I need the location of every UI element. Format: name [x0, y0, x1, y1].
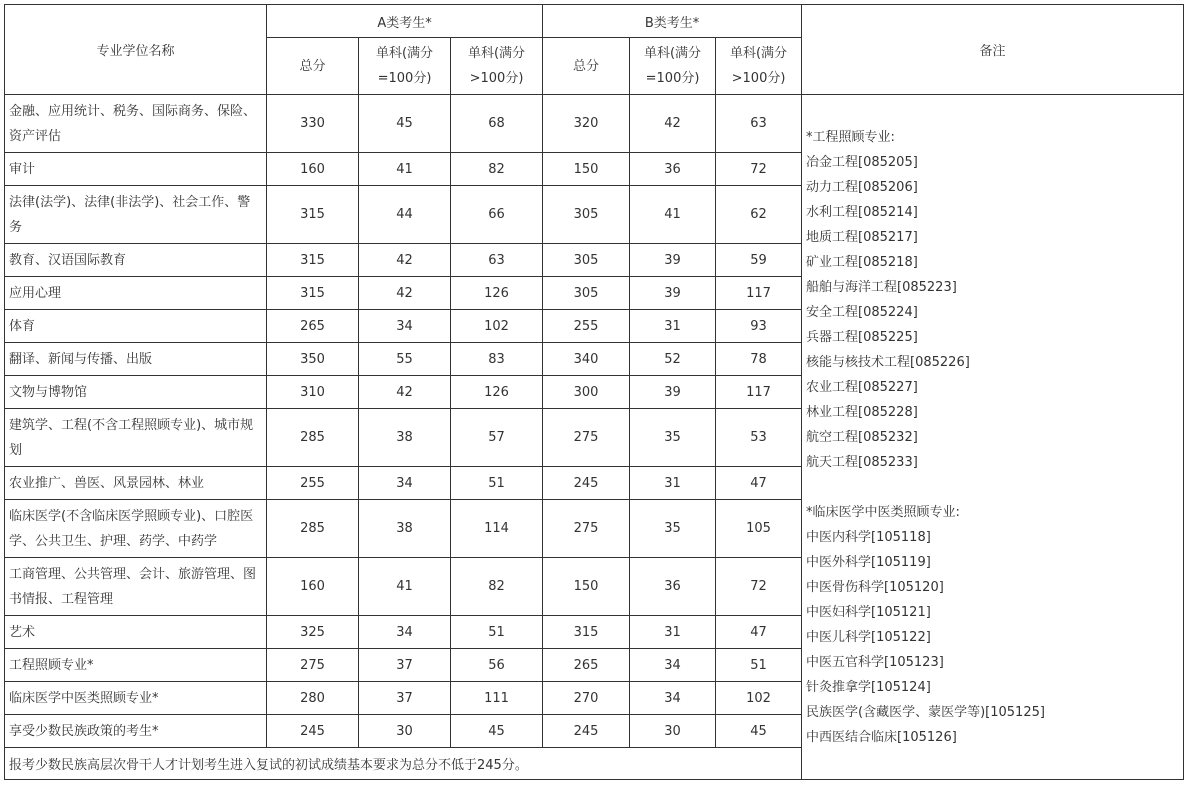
major-name-cell: 享受少数民族政策的考生* [5, 715, 267, 748]
header-remark: 备注 [802, 5, 1184, 95]
score-cell-b-total: 255 [543, 310, 630, 343]
remark-list-item: 水利工程[085214] [806, 204, 918, 220]
score-cell-b-total: 245 [543, 715, 630, 748]
major-name-cell: 艺术 [5, 616, 267, 649]
score-cell-b-s100: 34 [630, 649, 716, 682]
remark-list-item: 核能与核技术工程[085226] [806, 354, 970, 370]
score-cell-a-sgt100: 68 [451, 95, 543, 153]
score-cell-a-total: 245 [267, 715, 359, 748]
score-cell-b-s100: 36 [630, 558, 716, 616]
major-name-cell: 工商管理、公共管理、会计、旅游管理、图书情报、工程管理 [5, 558, 267, 616]
score-cell-a-s100: 34 [359, 616, 451, 649]
score-cell-b-total: 305 [543, 277, 630, 310]
remark-tcm-title: *临床医学中医类照顾专业: [806, 504, 960, 520]
score-cell-a-sgt100: 114 [451, 500, 543, 558]
major-name-cell: 农业推广、兽医、风景园林、林业 [5, 467, 267, 500]
score-cell-b-sgt100: 59 [716, 244, 802, 277]
score-cell-b-total: 300 [543, 376, 630, 409]
header-a-single-gt100: 单科(满分>100分) [451, 38, 543, 95]
score-cell-b-total: 275 [543, 409, 630, 467]
major-name-cell: 金融、应用统计、税务、国际商务、保险、资产评估 [5, 95, 267, 153]
header-group-b: B类考生* [543, 5, 802, 38]
major-name-cell: 应用心理 [5, 277, 267, 310]
score-cell-b-sgt100: 47 [716, 467, 802, 500]
remark-list-item: 针灸推拿学[105124] [806, 679, 931, 695]
score-cell-a-total: 310 [267, 376, 359, 409]
score-cell-b-total: 245 [543, 467, 630, 500]
score-cell-a-sgt100: 56 [451, 649, 543, 682]
header-b-total: 总分 [543, 38, 630, 95]
score-cell-a-total: 315 [267, 244, 359, 277]
remark-list-item: 中医妇科学[105121] [806, 604, 931, 620]
remark-list-item: 航天工程[085233] [806, 454, 918, 470]
score-cell-b-s100: 39 [630, 244, 716, 277]
header-b-single-100: 单科(满分=100分) [630, 38, 716, 95]
table-row [5, 95, 1184, 153]
score-cell-b-s100: 42 [630, 95, 716, 153]
score-cell-a-s100: 42 [359, 277, 451, 310]
score-cell-b-s100: 31 [630, 310, 716, 343]
score-cell-b-sgt100: 51 [716, 649, 802, 682]
major-name-cell: 教育、汉语国际教育 [5, 244, 267, 277]
score-cell-b-sgt100: 47 [716, 616, 802, 649]
score-cell-b-total: 150 [543, 153, 630, 186]
remark-list-item: 中医儿科学[105122] [806, 629, 931, 645]
score-cell-b-total: 305 [543, 244, 630, 277]
score-cell-a-s100: 38 [359, 409, 451, 467]
header-major-name: 专业学位名称 [5, 5, 267, 95]
score-cell-a-sgt100: 111 [451, 682, 543, 715]
score-cell-a-sgt100: 45 [451, 715, 543, 748]
footer-note: 报考少数民族高层次骨干人才计划考生进入复试的初试成绩基本要求为总分不低于245分。 [5, 748, 802, 780]
remark-list-item: 冶金工程[085205] [806, 154, 918, 170]
score-cell-a-sgt100: 126 [451, 376, 543, 409]
remarks-cell [802, 95, 1184, 780]
score-cell-b-s100: 30 [630, 715, 716, 748]
major-name-cell: 临床医学(不含临床医学照顾专业)、口腔医学、公共卫生、护理、药学、中药学 [5, 500, 267, 558]
score-cell-a-total: 280 [267, 682, 359, 715]
major-name-cell: 翻译、新闻与传播、出版 [5, 343, 267, 376]
score-cell-b-sgt100: 45 [716, 715, 802, 748]
major-name-cell: 建筑学、工程(不含工程照顾专业)、城市规划 [5, 409, 267, 467]
header-a-single-100: 单科(满分=100分) [359, 38, 451, 95]
score-cell-a-total: 285 [267, 409, 359, 467]
score-cell-b-sgt100: 78 [716, 343, 802, 376]
score-cell-a-total: 325 [267, 616, 359, 649]
remark-list-item: 地质工程[085217] [806, 229, 918, 245]
major-name-cell: 体育 [5, 310, 267, 343]
score-requirements-table [4, 4, 1184, 780]
score-cell-b-sgt100: 105 [716, 500, 802, 558]
remark-list-item: 民族医学(含藏医学、蒙医学等)[105125] [806, 704, 1045, 720]
remark-list-item: 动力工程[085206] [806, 179, 918, 195]
score-cell-a-sgt100: 102 [451, 310, 543, 343]
remark-engineering-title: *工程照顾专业: [806, 129, 895, 145]
score-cell-b-s100: 39 [630, 277, 716, 310]
major-name-cell: 工程照顾专业* [5, 649, 267, 682]
major-name-cell: 文物与博物馆 [5, 376, 267, 409]
score-cell-a-s100: 42 [359, 244, 451, 277]
score-cell-b-s100: 35 [630, 500, 716, 558]
remark-list-item: 兵器工程[085225] [806, 329, 918, 345]
score-cell-a-sgt100: 51 [451, 467, 543, 500]
remark-list-item: 林业工程[085228] [806, 404, 918, 420]
remark-list-item: 矿业工程[085218] [806, 254, 918, 270]
header-a-total: 总分 [267, 38, 359, 95]
score-cell-b-sgt100: 102 [716, 682, 802, 715]
score-cell-a-s100: 41 [359, 558, 451, 616]
remark-list-item: 农业工程[085227] [806, 379, 918, 395]
major-name-cell: 审计 [5, 153, 267, 186]
remark-list-item: 安全工程[085224] [806, 304, 918, 320]
remark-list-item: 船舶与海洋工程[085223] [806, 279, 957, 295]
major-name-cell: 临床医学中医类照顾专业* [5, 682, 267, 715]
score-cell-b-sgt100: 53 [716, 409, 802, 467]
score-cell-a-s100: 37 [359, 649, 451, 682]
score-cell-b-total: 315 [543, 616, 630, 649]
score-cell-a-total: 160 [267, 558, 359, 616]
score-cell-b-total: 270 [543, 682, 630, 715]
score-cell-a-sgt100: 66 [451, 186, 543, 244]
header-group-a: A类考生* [267, 5, 543, 38]
score-cell-b-sgt100: 63 [716, 95, 802, 153]
score-cell-b-sgt100: 72 [716, 558, 802, 616]
score-cell-b-total: 305 [543, 186, 630, 244]
score-cell-a-sgt100: 126 [451, 277, 543, 310]
score-cell-a-sgt100: 83 [451, 343, 543, 376]
header-b-single-gt100: 单科(满分>100分) [716, 38, 802, 95]
score-cell-a-total: 330 [267, 95, 359, 153]
remark-list-item: 航空工程[085232] [806, 429, 918, 445]
score-cell-a-s100: 42 [359, 376, 451, 409]
score-cell-a-s100: 41 [359, 153, 451, 186]
score-cell-b-total: 320 [543, 95, 630, 153]
score-cell-b-s100: 41 [630, 186, 716, 244]
score-cell-b-sgt100: 93 [716, 310, 802, 343]
score-cell-a-s100: 55 [359, 343, 451, 376]
score-cell-a-s100: 34 [359, 467, 451, 500]
remark-spacer [806, 475, 1179, 500]
score-cell-b-total: 265 [543, 649, 630, 682]
score-cell-a-total: 265 [267, 310, 359, 343]
score-cell-b-sgt100: 62 [716, 186, 802, 244]
score-cell-a-s100: 45 [359, 95, 451, 153]
score-cell-a-s100: 37 [359, 682, 451, 715]
score-cell-a-total: 350 [267, 343, 359, 376]
score-cell-b-sgt100: 117 [716, 376, 802, 409]
score-cell-a-s100: 30 [359, 715, 451, 748]
remark-list-item: 中医骨伤科学[105120] [806, 579, 944, 595]
score-cell-b-sgt100: 117 [716, 277, 802, 310]
score-cell-a-total: 160 [267, 153, 359, 186]
score-cell-a-s100: 34 [359, 310, 451, 343]
score-cell-a-total: 315 [267, 186, 359, 244]
score-cell-b-s100: 31 [630, 616, 716, 649]
remark-list-item: 中西医结合临床[105126] [806, 729, 957, 745]
score-cell-a-s100: 38 [359, 500, 451, 558]
score-cell-b-s100: 39 [630, 376, 716, 409]
score-cell-a-total: 315 [267, 277, 359, 310]
score-cell-b-s100: 52 [630, 343, 716, 376]
score-cell-b-s100: 31 [630, 467, 716, 500]
score-cell-a-total: 275 [267, 649, 359, 682]
score-cell-a-sgt100: 82 [451, 558, 543, 616]
remark-list-item: 中医外科学[105119] [806, 554, 931, 570]
score-cell-b-total: 150 [543, 558, 630, 616]
score-cell-a-s100: 44 [359, 186, 451, 244]
score-cell-a-total: 255 [267, 467, 359, 500]
score-cell-b-s100: 35 [630, 409, 716, 467]
score-cell-a-sgt100: 51 [451, 616, 543, 649]
table-body [5, 95, 1184, 780]
score-cell-a-total: 285 [267, 500, 359, 558]
score-cell-b-total: 275 [543, 500, 630, 558]
score-cell-b-s100: 36 [630, 153, 716, 186]
score-cell-b-sgt100: 72 [716, 153, 802, 186]
score-cell-a-sgt100: 57 [451, 409, 543, 467]
remark-list-item: 中医内科学[105118] [806, 529, 931, 545]
score-cell-a-sgt100: 82 [451, 153, 543, 186]
major-name-cell: 法律(法学)、法律(非法学)、社会工作、警务 [5, 186, 267, 244]
score-cell-b-total: 340 [543, 343, 630, 376]
score-cell-b-s100: 34 [630, 682, 716, 715]
remark-list-item: 中医五官科学[105123] [806, 654, 944, 670]
score-cell-a-sgt100: 63 [451, 244, 543, 277]
